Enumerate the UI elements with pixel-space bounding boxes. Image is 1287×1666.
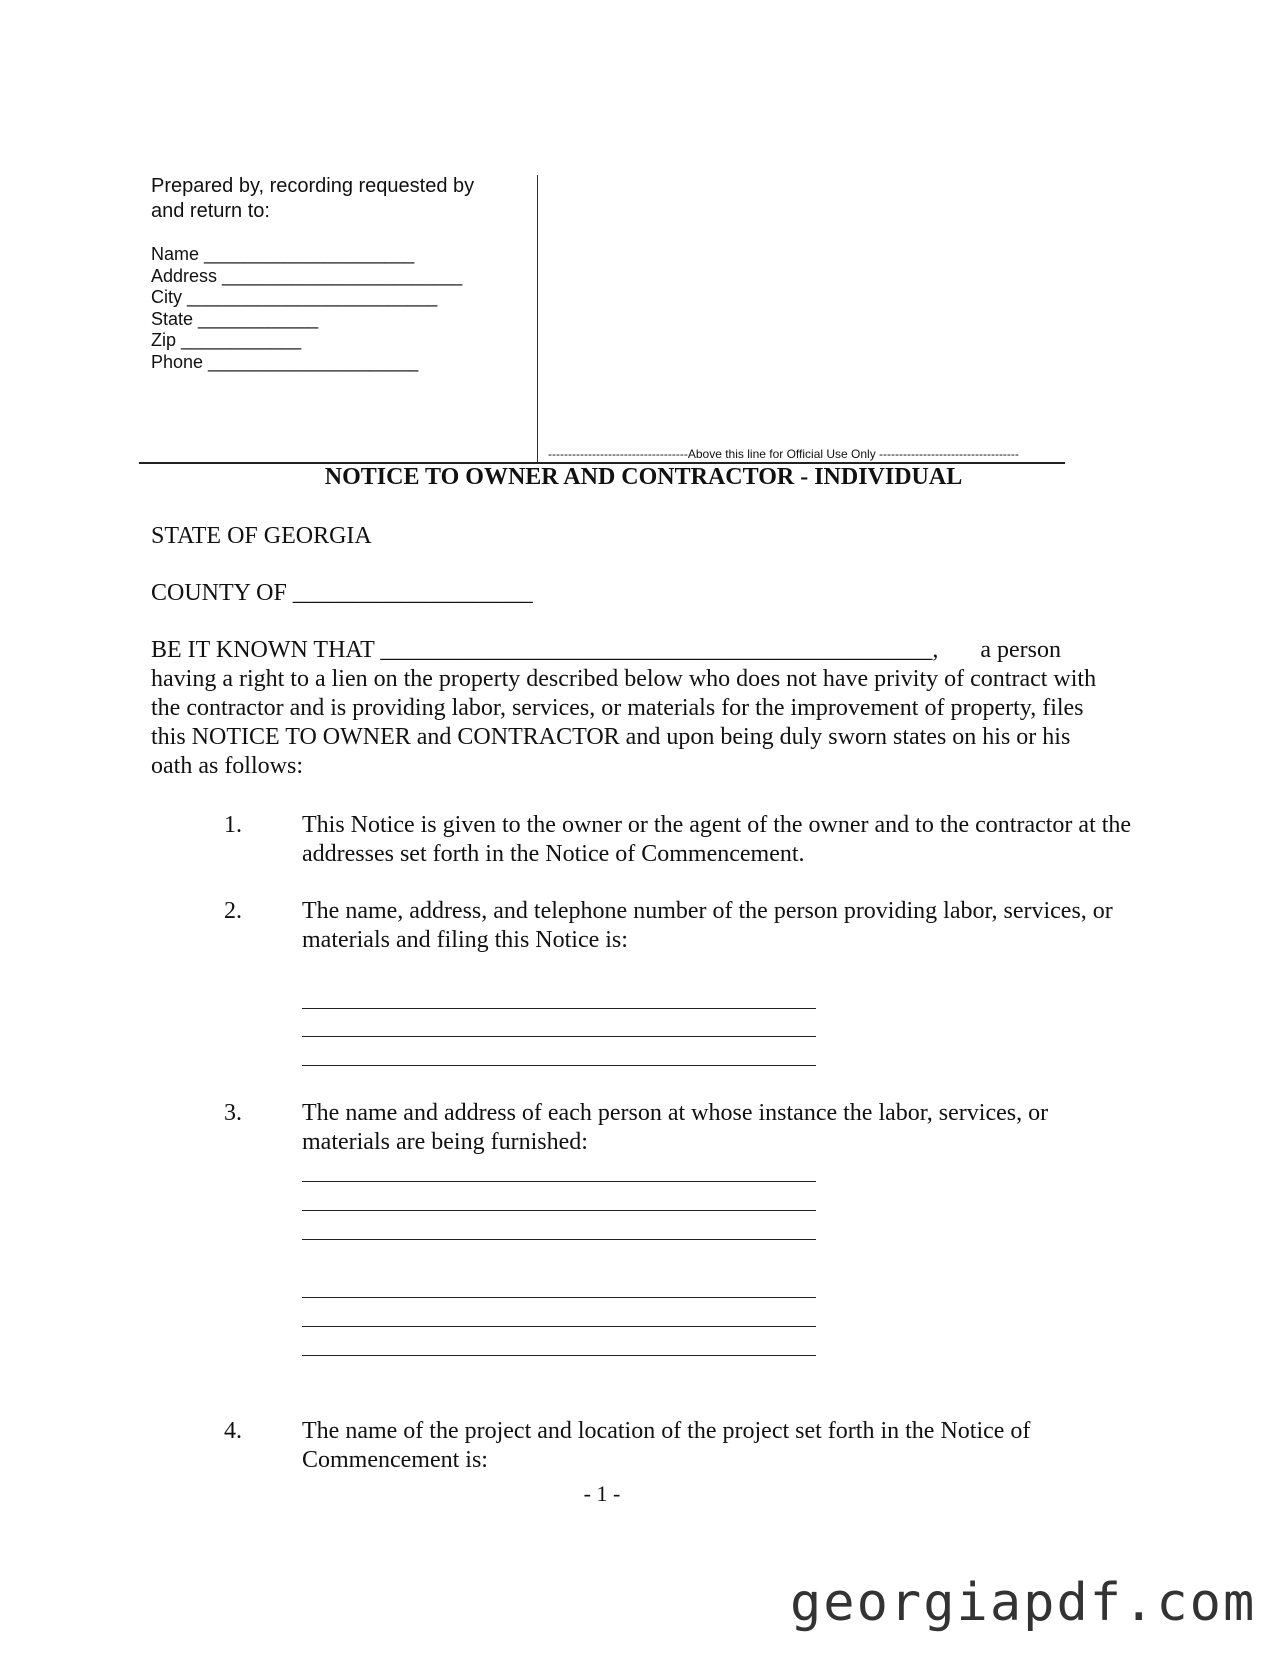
city-field[interactable]: City _________________________	[151, 287, 438, 307]
official-use-note: -----------------------------------Above this line for Official Use Only -----------------------------------	[548, 447, 1019, 461]
document-title: NOTICE TO OWNER AND CONTRACTOR - INDIVIDUAL	[324, 464, 963, 490]
be-it-known-body: having a right to a lien on the property described below who does not have privity of contract with the contractor and is providing labor, services, or materials for the improvement of property, files this NOTICE TO OWNER and CONTRACTOR and upon being duly sworn states on his or his oath as follows:	[151, 666, 1097, 779]
item-3-blank-line[interactable]	[302, 1355, 816, 1356]
zip-field[interactable]: Zip ____________	[151, 330, 302, 350]
be-it-known-lead[interactable]: BE IT KNOWN THAT ______________________________________________,	[151, 637, 939, 663]
item-2-blank-line[interactable]	[302, 1008, 816, 1009]
item-1-text: This Notice is given to the owner or the agent of the owner and to the contractor at the addresses set forth in the Notice of Commencement.	[302, 812, 1132, 867]
prepared-line-2: and return to:	[151, 200, 270, 222]
item-4-text: The name of the project and location of the project set forth in the Notice of Commencement is:	[302, 1418, 1031, 1473]
state-field[interactable]: State ____________	[151, 308, 319, 329]
prepared-line-1: Prepared by, recording requested by	[151, 175, 475, 197]
header-divider-vertical	[537, 175, 538, 464]
item-4-number: 4.	[224, 1418, 242, 1444]
watermark: georgiapdf.com	[790, 1573, 1257, 1633]
prepared-by-heading	[151, 174, 474, 224]
item-2-number: 2.	[224, 898, 242, 924]
item-1-number: 1.	[224, 812, 242, 838]
return-address-fields	[151, 244, 462, 373]
item-2-blank-line[interactable]	[302, 1036, 816, 1037]
item-3-text: The name and address of each person at whose instance the labor, services, or materials are being furnished:	[302, 1100, 1049, 1155]
item-3-blank-line[interactable]	[302, 1326, 816, 1327]
item-2-blank-line[interactable]	[302, 1065, 816, 1066]
item-3-blank-line[interactable]	[302, 1210, 816, 1211]
phone-field[interactable]: Phone _____________________	[151, 351, 419, 372]
item-3-blank-line[interactable]	[302, 1239, 816, 1240]
be-it-known-tail: a person	[980, 637, 1061, 663]
item-3-number: 3.	[224, 1100, 242, 1126]
name-field[interactable]: Name _____________________	[151, 244, 415, 264]
item-3-blank-line[interactable]	[302, 1297, 816, 1298]
item-2-text: The name, address, and telephone number of the person providing labor, services, or materials and filing this Notice is:	[302, 898, 1113, 953]
state-line: STATE OF GEORGIA	[151, 523, 372, 549]
county-field[interactable]: COUNTY OF ____________________	[151, 580, 533, 606]
page-number: - 1 -	[583, 1481, 621, 1506]
item-3-blank-line[interactable]	[302, 1181, 816, 1182]
be-it-known-paragraph	[151, 636, 1101, 781]
address-field[interactable]: Address ________________________	[151, 265, 463, 286]
